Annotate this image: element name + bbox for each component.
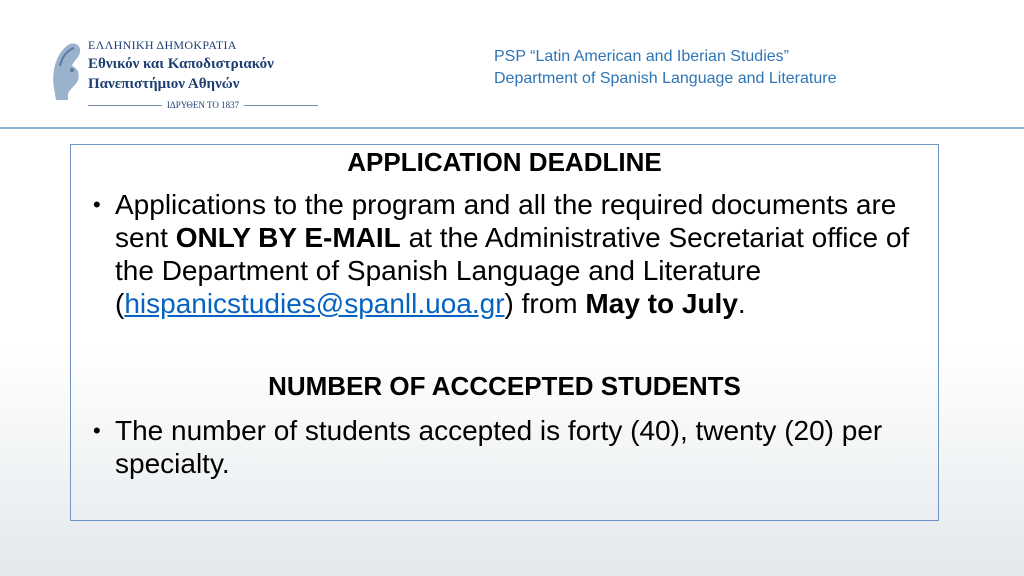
logo-line-university-1: Εθνικόν και Καποδιστριακόν: [88, 56, 274, 72]
deadline-text-d: .: [737, 288, 746, 319]
content-box: [70, 144, 939, 521]
athena-head-icon: [50, 40, 84, 104]
logo-line-founded: [88, 100, 318, 110]
program-header: [494, 46, 836, 90]
students-text: The number of students accepted is forty (40), twenty (20) per specialty.: [115, 415, 883, 479]
header-divider: [0, 127, 1024, 129]
deadline-bold-email-only: ONLY BY E-MAIL: [175, 222, 401, 253]
students-paragraph: [93, 414, 934, 480]
deadline-bold-period: May to July: [585, 288, 738, 319]
logo-line-university-2: Πανεπιστήμιον Αθηνών: [88, 76, 240, 92]
email-link[interactable]: hispanicstudies@spanll.uoa.gr: [124, 288, 505, 319]
deadline-paragraph: [93, 188, 934, 320]
logo-line-republic: ΕΛΛΗΝΙΚΗ ΔΗΜΟΚΡΑΤΙΑ: [88, 38, 237, 52]
department-title: Department of Spanish Language and Literature: [494, 70, 837, 87]
deadline-text-a: Applications to the program and all the required documents are sent: [115, 189, 897, 253]
logo-founded-text: ΙΔΡΥΘΕΝ ΤΟ 1837: [166, 100, 240, 110]
deadline-text-c: ) from: [504, 288, 586, 319]
bullet-icon: •: [93, 418, 101, 443]
deadline-heading: APPLICATION DEADLINE: [347, 147, 662, 177]
university-logo: [50, 38, 320, 118]
students-heading: NUMBER OF ACCCEPTED STUDENTS: [268, 371, 741, 401]
program-title: PSP “Latin American and Iberian Studies”: [494, 48, 789, 65]
bullet-icon: •: [93, 192, 101, 217]
deadline-text-b: at the Administrative Secretariat office of the Department of Spanish Language and Literature (: [115, 222, 910, 319]
